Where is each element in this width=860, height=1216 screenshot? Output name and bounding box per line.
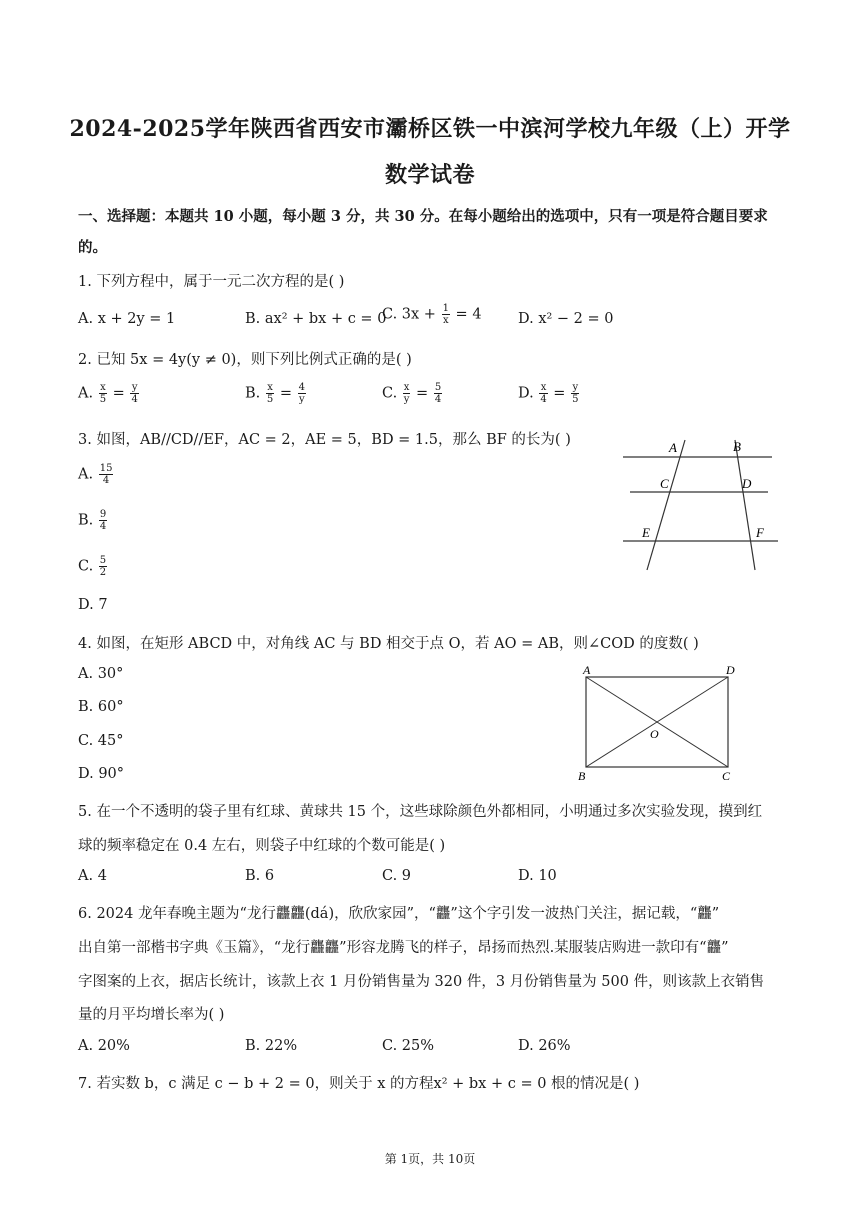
label-b: B xyxy=(578,769,586,783)
q6-option-a: A. 20% xyxy=(78,1038,130,1054)
label-c: C xyxy=(722,769,731,783)
label-d: D xyxy=(742,476,752,491)
exam-title-line1: 2024-2025学年陕西省西安市灞桥区铁一中滨河学校九年级（上）开学 xyxy=(69,116,791,142)
transversal-bf xyxy=(735,440,755,570)
label-b: B xyxy=(733,439,741,454)
q1-option-b: B. ax² + bx + c = 0 xyxy=(245,311,387,327)
label-d: D xyxy=(726,663,735,677)
q3-option-a: A. $\frac{15}{4}$ xyxy=(78,463,113,486)
page-footer: 第 1页，共 10页 xyxy=(384,1152,476,1166)
question-5-line1: 5. 在一个不透明的袋子里有红球、黄球共 15 个，这些球除颜色外都相同，小明通过多次实验发现，摸到红 xyxy=(78,804,763,820)
q6-option-b: B. 22% xyxy=(245,1038,298,1054)
question-3-stem: 3. 如图，AB//CD//EF，AC = 2，AE = 5，BD = 1.5，那么 BF 的长为( ) xyxy=(78,432,571,448)
label-o: O xyxy=(650,727,659,741)
exam-title-line2: 数学试卷 xyxy=(384,162,475,188)
q6-option-c: C. 25% xyxy=(382,1038,435,1054)
question-5-line2: 球的频率稳定在 0.4 左右，则袋子中红球的个数可能是( ) xyxy=(78,838,446,854)
q1-option-a: A. x + 2y = 1 xyxy=(78,311,176,327)
question-6-line4: 量的月平均增长率为( ) xyxy=(78,1007,225,1023)
q1-option-c: C. 3x + $\frac{1}{x}$ = 4 xyxy=(382,303,482,326)
q5-option-a: A. 4 xyxy=(78,868,107,884)
question-6-line3: 字图案的上衣，据店长统计，该款上衣 1 月份销售量为 320 件，3 月份销售量为 500 件，则该款上衣销售 xyxy=(78,974,765,990)
q5-option-d: D. 10 xyxy=(518,868,557,884)
q3-option-c: C. $\frac{5}{2}$ xyxy=(78,555,107,578)
question-2-stem: 2. 已知 5x = 4y(y ≠ 0)，则下列比例式正确的是( ) xyxy=(78,352,412,368)
label-f: F xyxy=(756,525,764,540)
q1-option-c-fraction: $\frac{1}{x}$ xyxy=(442,303,449,326)
question-1-stem: 1. 下列方程中，属于一元二次方程的是( ) xyxy=(78,274,345,290)
transversal-ae xyxy=(647,440,685,570)
q3-parallel-lines-figure xyxy=(618,432,786,577)
q5-option-b: B. 6 xyxy=(245,868,275,884)
q4-option-d: D. 90° xyxy=(78,766,125,782)
question-6-line1: 6. 2024 龙年春晚主题为“龙行龘龘(dá)，欣欣家园”，“龘”这个字引发一波热门关注，据记载，“龘” xyxy=(78,906,720,922)
q4-option-b: B. 60° xyxy=(78,699,124,715)
q4-option-c: C. 45° xyxy=(78,733,124,749)
label-c: C xyxy=(660,476,669,491)
q3-option-b: B. $\frac{9}{4}$ xyxy=(78,509,107,532)
q4-option-a: A. 30° xyxy=(78,666,124,682)
q4-rectangle-figure xyxy=(574,662,746,788)
question-7-stem: 7. 若实数 b，c 满足 c − b + 2 = 0，则关于 x 的方程x² + bx + c = 0 根的情况是( ) xyxy=(78,1076,640,1092)
question-6-line2: 出自第一部楷书字典《玉篇》，“龙行龘龘”形容龙腾飞的样子，昂扬而热烈.某服装店购进一款印有“龘” xyxy=(78,940,729,956)
label-e: E xyxy=(642,525,650,540)
q2-option-a: A. $\frac{x}{5}$ = $\frac{y}{4}$ xyxy=(78,382,138,405)
q2-option-b: B. $\frac{x}{5}$ = $\frac{4}{y}$ xyxy=(245,382,305,405)
q2-option-c: C. $\frac{x}{y}$ = $\frac{5}{4}$ xyxy=(382,382,442,405)
section-heading-line1: 一、选择题：本题共 10 小题，每小题 3 分，共 30 分。在每小题给出的选项中，只有一项是符合题目要求 xyxy=(78,208,768,225)
q2-option-d: D. $\frac{x}{4}$ = $\frac{y}{5}$ xyxy=(518,382,579,405)
q6-option-d: D. 26% xyxy=(518,1038,571,1054)
q5-option-c: C. 9 xyxy=(382,868,412,884)
label-a: A xyxy=(669,440,677,455)
q3-option-d: D. 7 xyxy=(78,597,108,613)
label-a: A xyxy=(583,663,591,677)
question-4-stem: 4. 如图，在矩形 ABCD 中，对角线 AC 与 BD 相交于点 O，若 AO = AB，则∠COD 的度数( ) xyxy=(78,636,699,652)
section-heading-line2: 的。 xyxy=(78,239,107,256)
q1-option-d: D. x² − 2 = 0 xyxy=(518,311,614,327)
